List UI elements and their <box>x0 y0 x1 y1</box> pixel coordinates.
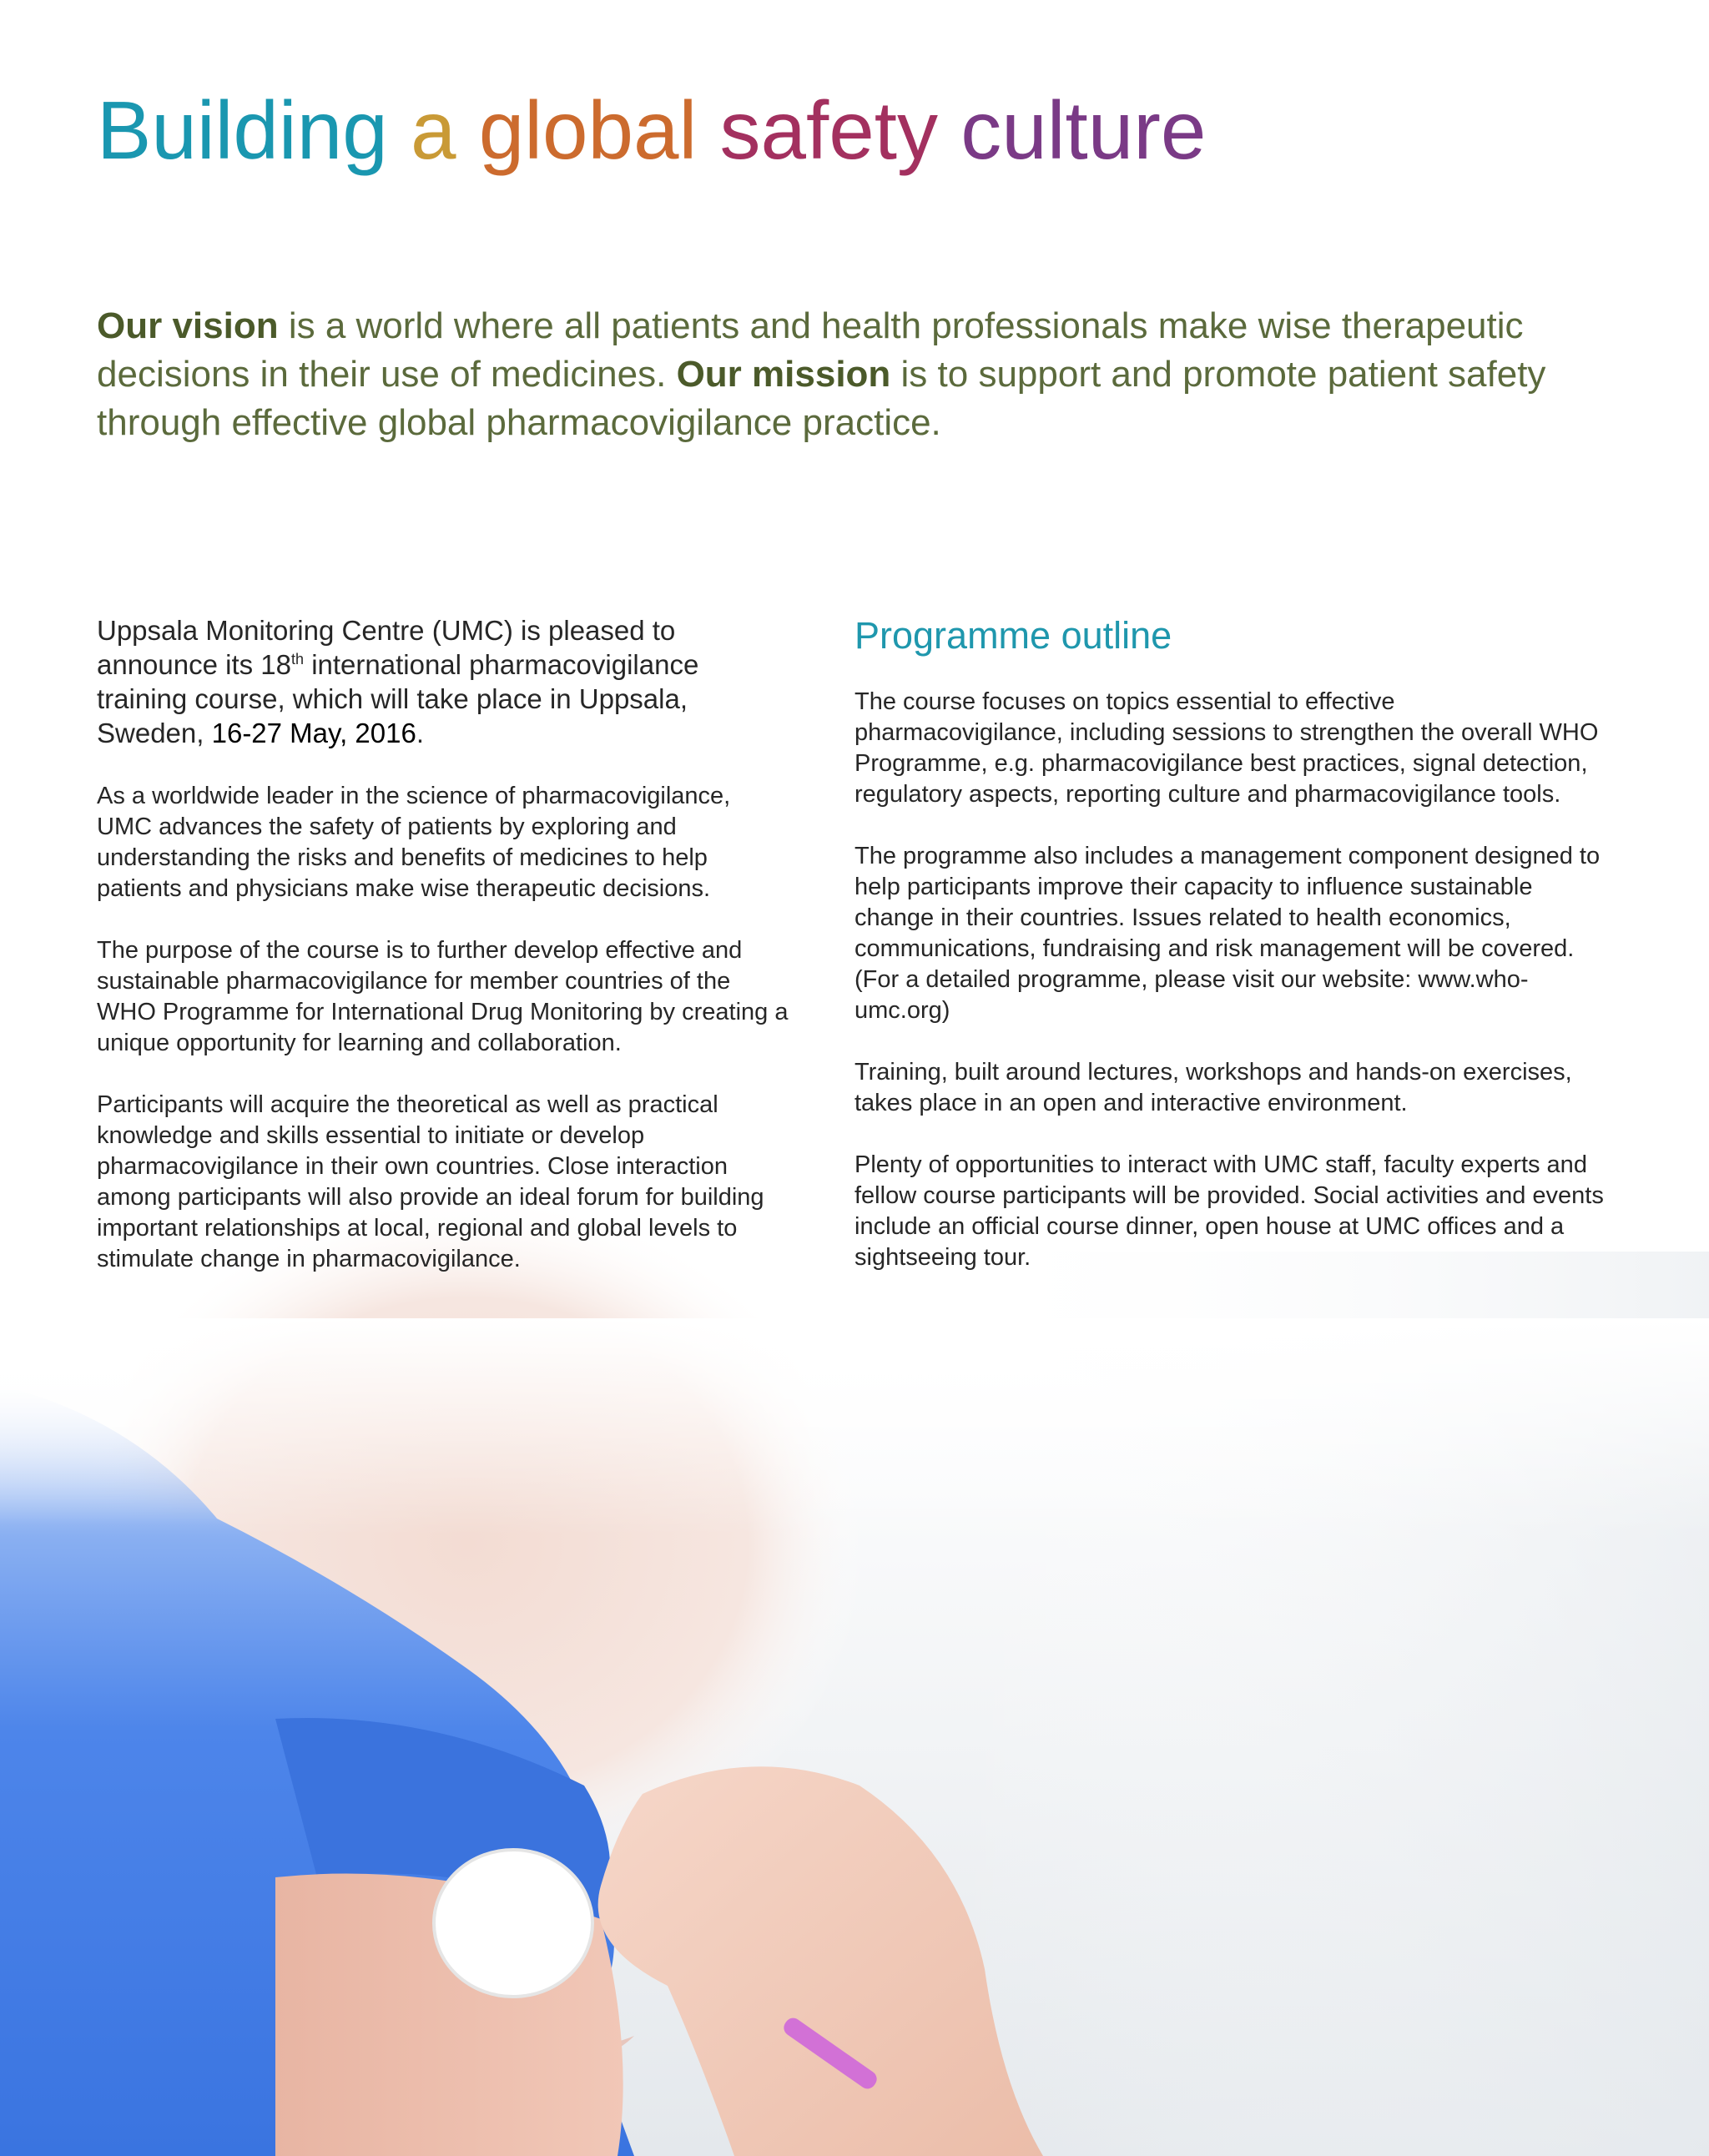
intro-text-b: international pharmacovigilance training course, which will take place in Uppsala, Sweden, <box>97 649 699 748</box>
title-word-building: Building <box>97 84 388 176</box>
body-paragraph: The course focuses on topics essential to effective pharmacovigilance, including sessions to strengthen the overall WHO Programme, e.g. pharmacovigilance best practices, signal detection, regulatory aspects, reporting culture and pharmacovigilance tools. <box>854 688 1599 808</box>
body-paragraph: Training, built around lectures, workshops and hands-on exercises, takes place in an open and interactive environment. <box>854 1059 1572 1116</box>
intro-end: . <box>416 718 424 748</box>
vision-mission-statement <box>97 302 1565 447</box>
title-word-a: a <box>410 84 456 176</box>
mission-label: Our mission <box>676 354 891 395</box>
title-word-culture: culture <box>960 84 1207 176</box>
intro-text-a: Uppsala Monitoring Centre (UMC) is pleased to announce its 18 <box>97 615 676 680</box>
right-column <box>854 613 1606 1304</box>
body-paragraph: Participants will acquire the theoretical as well as practical knowledge and skills essential to initiate or develop pharmacovigilance in their own countries. Close interaction among participants will also provide an ideal forum for building important relationships at local, regional and global levels to stimulate change in pharmacovigilance. <box>97 1091 764 1272</box>
left-column <box>97 613 789 1306</box>
title-word-safety: safety <box>719 84 938 176</box>
body-paragraph: As a worldwide leader in the science of pharmacovigilance, UMC advances the safety of patients by exploring and understanding the risks and benefits of medicines to help patients and physicians make wise therapeutic decisions. <box>97 783 731 902</box>
programme-outline-heading: Programme outline <box>854 614 1172 657</box>
page-title <box>97 80 1206 180</box>
title-word-global: global <box>478 84 698 176</box>
body-paragraph: Plenty of opportunities to interact with UMC staff, faculty experts and fellow course participants will be provided. Social activities and events include an official course dinner, open house at UMC offices and a sightseeing tour. <box>854 1151 1604 1271</box>
vision-text: is a world where all patients and health professionals make wise therapeutic decisions in their use of medicines. <box>97 305 1524 395</box>
body-paragraph: The purpose of the course is to further develop effective and sustainable pharmacovigilance for member countries of the WHO Programme for International Drug Monitoring by creating a unique opportunity for learning and collaboration. <box>97 937 789 1056</box>
mission-text: is to support and promote patient safety through effective global pharmacovigilance practice. <box>97 354 1546 443</box>
intro-paragraph <box>97 613 789 750</box>
intro-ordinal-suffix: th <box>291 651 305 667</box>
vision-label: Our vision <box>97 305 279 346</box>
body-paragraph: The programme also includes a management component designed to help participants improve their capacity to influence sustainable change in their countries. Issues related to health economics, communications, fundraising and risk management will be covered. (For a detailed programme, please visit our website: www.who-umc.org) <box>854 843 1601 1024</box>
course-dates: 16-27 May, 2016 <box>211 718 416 748</box>
